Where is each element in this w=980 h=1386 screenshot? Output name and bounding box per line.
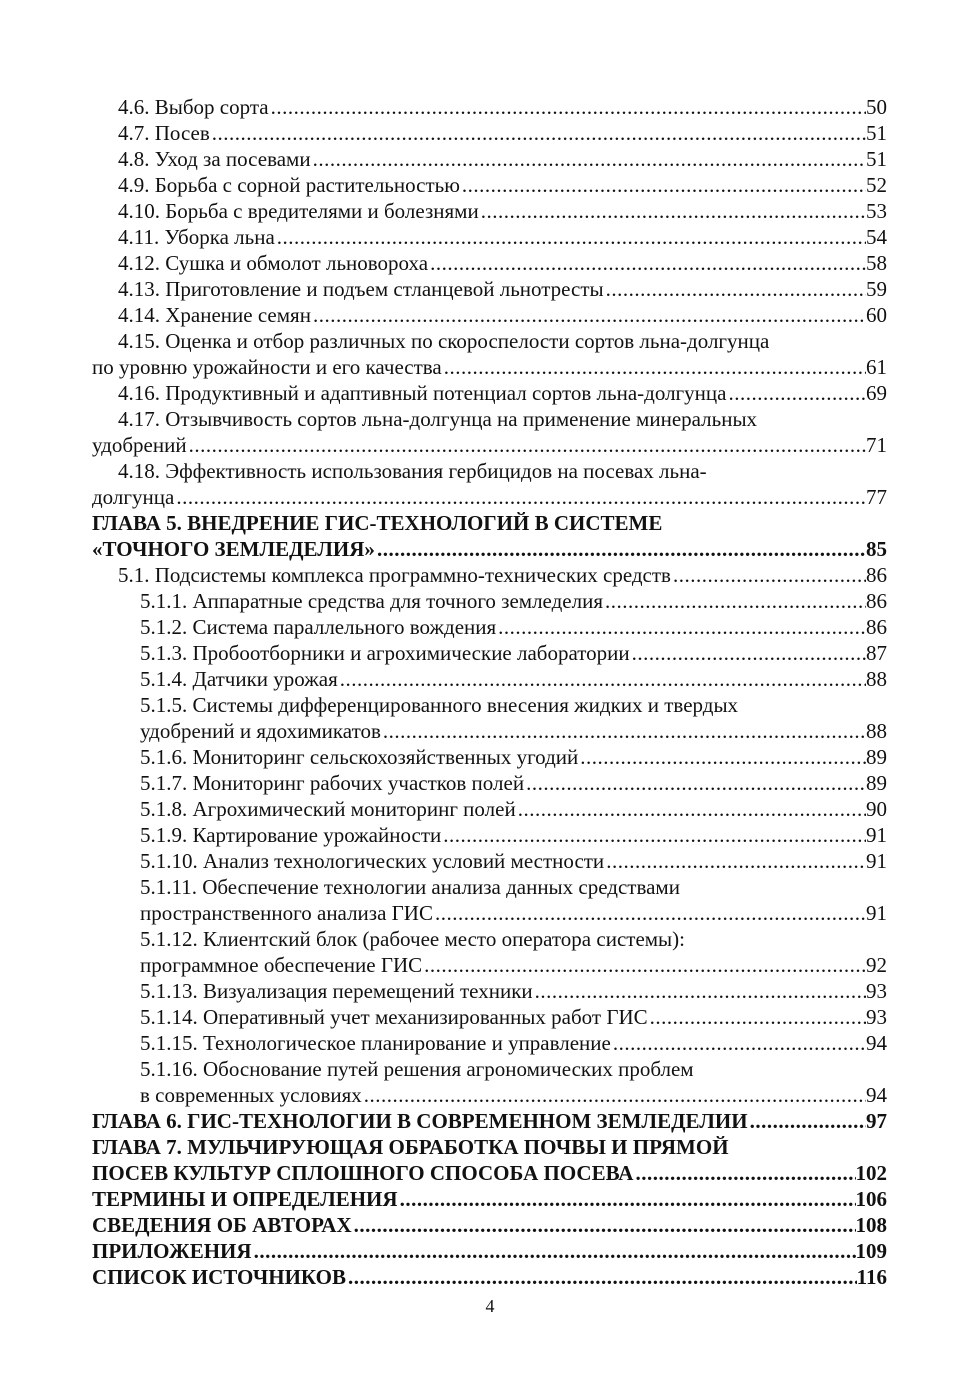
toc-entry-page: 116 [856,1265,887,1289]
dot-leader [338,666,866,692]
toc-entry-page: 89 [866,771,887,795]
toc-entry[interactable] [92,224,887,250]
toc-entry-title: 4.10. Борьба с вредителями и болезнями [118,199,479,223]
toc-entry-title: 5.1.4. Датчики урожая [140,667,338,691]
toc-entry[interactable] [92,952,887,978]
toc-entry[interactable] [92,458,887,484]
toc-entry-page: 77 [866,485,887,509]
toc-entry-title: удобрений и ядохимикатов [140,719,381,743]
toc-entry-page: 54 [866,225,887,249]
toc-entry-title: 5.1.8. Агрохимический мониторинг полей [140,797,516,821]
dot-leader [604,848,866,874]
dot-leader [428,250,866,276]
toc-entry-page: 69 [866,381,887,405]
toc-entry[interactable] [92,1264,887,1290]
toc-entry-title: 5.1.15. Технологическое планирование и управление [140,1031,611,1055]
dot-leader [671,562,866,588]
toc-entry-page: 91 [866,849,887,873]
toc-entry-title: ПРИЛОЖЕНИЯ [92,1239,252,1263]
toc-entry[interactable] [92,796,887,822]
toc-entry-page: 58 [866,251,887,275]
toc-entry-page: 91 [866,823,887,847]
dot-leader [524,770,866,796]
toc-entry-title: СПИСОК ИСТОЧНИКОВ [92,1265,346,1289]
dot-leader [174,484,866,510]
toc-entry[interactable] [92,276,887,302]
dot-leader [533,978,866,1004]
toc-entry[interactable] [92,1004,887,1030]
toc-entry[interactable] [92,1238,887,1264]
toc-entry[interactable] [92,120,887,146]
toc-entry-page: 94 [866,1031,887,1055]
toc-entry-title: 5.1.9. Картирование урожайности [140,823,442,847]
toc-entry[interactable] [92,640,887,666]
dot-leader [398,1186,856,1212]
toc-entry-page: 102 [855,1161,887,1185]
toc-entry-title: 4.13. Приготовление и подъем стланцевой льнотресты [118,277,604,301]
toc-entry[interactable] [92,978,887,1004]
toc-entry[interactable] [92,848,887,874]
toc-entry-page: 91 [866,901,887,925]
toc-entry[interactable] [92,354,887,380]
toc-entry[interactable] [92,536,887,562]
dot-leader [346,1264,857,1290]
toc-entry-page: 108 [855,1213,887,1237]
toc-entry-title: программное обеспечение ГИС [140,953,423,977]
toc-entry-page: 87 [866,641,887,665]
dot-leader [496,614,866,640]
toc-entry[interactable] [92,822,887,848]
toc-entry[interactable] [92,1212,887,1238]
dot-leader [311,146,866,172]
toc-entry[interactable] [92,1134,887,1160]
toc-entry-title: удобрений [92,433,187,457]
toc-entry[interactable] [92,432,887,458]
toc-entry-title: ГЛАВА 6. ГИС-ТЕХНОЛОГИИ В СОВРЕМЕННОМ ЗЕМЛЕДЕЛИИ [92,1109,748,1133]
dot-leader [362,1082,866,1108]
dot-leader [578,744,866,770]
toc-entry-title: 4.8. Уход за посевами [118,147,311,171]
toc-entry-title: «ТОЧНОГО ЗЕМЛЕДЕЛИЯ» [92,537,375,561]
dot-leader [352,1212,856,1238]
toc-entry[interactable] [92,510,887,536]
toc-entry-title: 5.1.5. Системы дифференцированного внесения жидких и твердых [140,693,739,717]
toc-entry-title: 5.1.1. Аппаратные средства для точного земледелия [140,589,603,613]
toc-entry[interactable] [92,406,887,432]
toc-entry-page: 106 [855,1187,887,1211]
toc-entry-title: 4.6. Выбор сорта [118,95,269,119]
toc-entry-title: 5.1.11. Обеспечение технологии анализа данных средствами [140,875,680,899]
dot-leader [422,952,866,978]
dot-leader [633,1160,855,1186]
toc-entry-page: 94 [866,1083,887,1107]
dot-leader [648,1004,866,1030]
toc-entry-page: 50 [866,95,887,119]
toc-entry-page: 51 [866,121,887,145]
dot-leader [726,380,866,406]
toc-entry-page: 92 [866,953,887,977]
dot-leader [433,900,866,926]
dot-leader [311,302,866,328]
toc-entry-page: 93 [866,979,887,1003]
toc-entry-page: 52 [866,173,887,197]
toc-entry-title: 4.11. Уборка льна [118,225,275,249]
page-number: 4 [485,1296,495,1316]
toc-entry[interactable] [92,380,887,406]
toc-entry[interactable] [92,874,887,900]
dot-leader [441,822,866,848]
toc-entry-title: 5.1. Подсистемы комплекса программно-технических средств [118,563,671,587]
toc-entry[interactable] [92,744,887,770]
dot-leader [603,588,866,614]
dot-leader [479,198,866,224]
toc-entry[interactable] [92,588,887,614]
toc-entry[interactable] [92,718,887,744]
toc-entry-title: 4.7. Посев [118,121,210,145]
dot-leader [269,94,866,120]
toc-entry-page: 59 [866,277,887,301]
dot-leader [252,1238,856,1264]
toc-entry-page: 90 [866,797,887,821]
toc-entry[interactable] [92,770,887,796]
toc-entry-page: 51 [866,147,887,171]
toc-entry-title: 4.16. Продуктивный и адаптивный потенциал сортов льна-долгунца [118,381,727,405]
toc-entry-title: 4.18. Эффективность использования гербицидов на посевах льна- [118,459,707,483]
toc-entry[interactable] [92,614,887,640]
toc-entry-title: пространственного анализа ГИС [140,901,433,925]
toc-entry-page: 86 [866,589,887,613]
toc-entry[interactable] [92,900,887,926]
toc-entry-page: 60 [866,303,887,327]
toc-entry-page: 89 [866,745,887,769]
dot-leader [275,224,866,250]
dot-leader [604,276,866,302]
dot-leader [210,120,866,146]
toc-entry[interactable] [92,484,887,510]
toc-entry-page: 61 [866,355,887,379]
toc-entry[interactable] [92,146,887,172]
dot-leader [748,1108,866,1134]
toc-entry-page: 88 [866,667,887,691]
dot-leader [460,172,866,198]
toc-entry[interactable] [92,1056,887,1082]
toc-entry[interactable] [92,926,887,952]
toc-entry-title: 5.1.12. Клиентский блок (рабочее место оператора системы): [140,927,685,951]
toc-entry-title: ГЛАВА 5. ВНЕДРЕНИЕ ГИС-ТЕХНОЛОГИЙ В СИСТЕМЕ [92,511,663,535]
toc-entry-title: ПОСЕВ КУЛЬТУР СПЛОШНОГО СПОСОБА ПОСЕВА [92,1161,634,1185]
dot-leader [611,1030,866,1056]
dot-leader [187,432,866,458]
toc-entry[interactable] [92,1160,887,1186]
toc-entry-page: 53 [866,199,887,223]
toc-entry-title: ГЛАВА 7. МУЛЬЧИРУЮЩАЯ ОБРАБОТКА ПОЧВЫ И ПРЯМОЙ [92,1135,729,1159]
dot-leader [375,536,866,562]
toc-entry-title: в современных условиях [140,1083,362,1107]
toc-entry[interactable] [92,250,887,276]
toc-entry-title: 5.1.13. Визуализация перемещений техники [140,979,533,1003]
toc-entry-title: 5.1.3. Пробоотборники и агрохимические лаборатории [140,641,630,665]
toc-entry[interactable] [92,562,887,588]
toc-entry-title: 5.1.2. Система параллельного вождения [140,615,497,639]
toc-entry[interactable] [92,1030,887,1056]
toc-entry[interactable] [92,1108,887,1134]
toc-entry[interactable] [92,94,887,120]
toc-entry-title: ТЕРМИНЫ И ОПРЕДЕЛЕНИЯ [92,1187,398,1211]
table-of-contents [92,94,887,1290]
toc-entry-title: 5.1.16. Обоснование путей решения агрономических проблем [140,1057,694,1081]
toc-entry-title: долгунца [92,485,175,509]
toc-entry-page: 86 [866,563,887,587]
toc-entry-page: 85 [866,537,887,561]
toc-entry-title: 5.1.7. Мониторинг рабочих участков полей [140,771,525,795]
toc-entry-title: 4.9. Борьба с сорной растительностью [118,173,460,197]
toc-entry[interactable] [92,692,887,718]
toc-entry-title: 5.1.14. Оперативный учет механизированных работ ГИС [140,1005,648,1029]
toc-entry-page: 109 [855,1239,887,1263]
toc-entry-title: 4.17. Отзывчивость сортов льна-долгунца на применение минеральных [118,407,758,431]
toc-entry-page: 93 [866,1005,887,1029]
toc-entry-title: СВЕДЕНИЯ ОБ АВТОРАХ [92,1213,352,1237]
dot-leader [442,354,866,380]
toc-entry[interactable] [92,302,887,328]
toc-entry[interactable] [92,198,887,224]
toc-entry-title: 5.1.6. Мониторинг сельскохозяйственных угодий [140,745,579,769]
toc-entry-page: 86 [866,615,887,639]
toc-entry-title: 5.1.10. Анализ технологических условий местности [140,849,605,873]
toc-entry-page: 97 [866,1109,887,1133]
toc-entry-title: 4.15. Оценка и отбор различных по скороспелости сортов льна-долгунца [118,329,770,353]
dot-leader [630,640,866,666]
toc-entry[interactable] [92,1082,887,1108]
toc-entry-page: 71 [866,433,887,457]
dot-leader [381,718,866,744]
toc-entry-title: 4.12. Сушка и обмолот льновороха [118,251,429,275]
toc-entry-page: 88 [866,719,887,743]
toc-entry[interactable] [92,1186,887,1212]
toc-entry[interactable] [92,666,887,692]
dot-leader [516,796,866,822]
toc-entry-title: по уровню урожайности и его качества [92,355,442,379]
toc-entry-title: 4.14. Хранение семян [118,303,311,327]
toc-entry[interactable] [92,328,887,354]
toc-entry[interactable] [92,172,887,198]
